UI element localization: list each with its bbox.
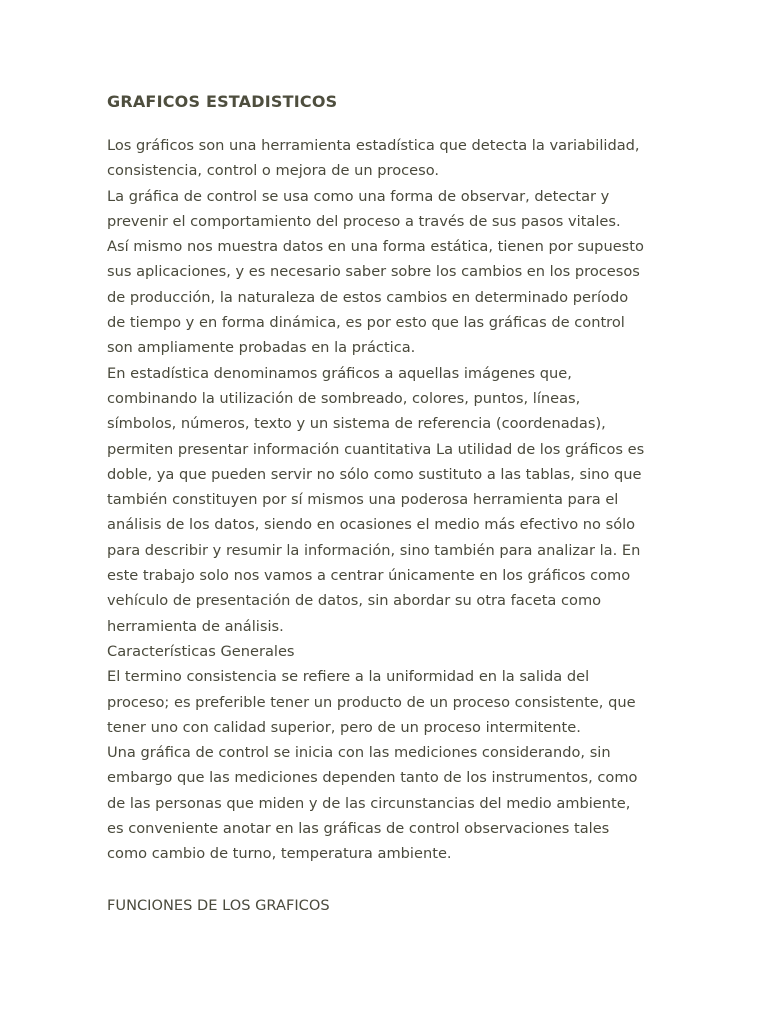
body-text-line: El termino consistencia se refiere a la uniformidad en la salida del [107, 668, 590, 686]
body-text-line: Así mismo nos muestra datos en una forma estática, tienen por supuesto [107, 238, 644, 256]
body-text-line: permiten presentar información cuantitativa La utilidad de los gráficos es [107, 440, 645, 458]
body-text-line: también constituyen por sí mismos una poderosa herramienta para el [107, 491, 619, 509]
body-text-line: consistencia, control o mejora de un proceso. [107, 162, 440, 180]
body-text-line: este trabajo solo nos vamos a centrar únicamente en los gráficos como [107, 567, 631, 585]
body-text-line: Características Generales [107, 642, 295, 660]
body-text-line: como cambio de turno, temperatura ambiente. [107, 845, 452, 863]
document-title: GRAFICOS ESTADISTICOS [107, 92, 338, 111]
body-text-line: de las personas que miden y de las circunstancias del medio ambiente, [107, 794, 631, 812]
body-text-line: prevenir el comportamiento del proceso a través de sus pasos vitales. [107, 212, 621, 230]
body-text-line: de producción, la naturaleza de estos cambios en determinado período [107, 288, 629, 306]
body-text-line: símbolos, números, texto y un sistema de referencia (coordenadas), [107, 415, 606, 433]
section-heading: FUNCIONES DE LOS GRAFICOS [107, 897, 330, 914]
body-text-line: para describir y resumir la información, sino también para analizar la. En [107, 541, 641, 559]
body-text-line: Los gráficos son una herramienta estadística que detecta la variabilidad, [107, 137, 640, 154]
body-text-line: En estadística denominamos gráficos a aquellas imágenes que, [107, 364, 572, 382]
body-text-line: combinando la utilización de sombreado, colores, puntos, líneas, [107, 389, 581, 407]
body-text-line: Una gráfica de control se inicia con las mediciones considerando, sin [107, 744, 611, 762]
body-text-line: herramienta de análisis. [107, 617, 284, 635]
body-text-line: análisis de los datos, siendo en ocasiones el medio más efectivo no sólo [107, 516, 636, 534]
body-text-line: son ampliamente probadas en la práctica. [107, 339, 416, 357]
body-text-line: es conveniente anotar en las gráficas de control observaciones tales [107, 820, 610, 838]
body-text-line: proceso; es preferible tener un producto de un proceso consistente, que [107, 693, 636, 711]
body-text-line: La gráfica de control se usa como una forma de observar, detectar y [107, 187, 610, 205]
body-text-line: vehículo de presentación de datos, sin abordar su otra faceta como [107, 592, 602, 610]
body-text-line: doble, ya que pueden servir no sólo como sustituto a las tablas, sino que [107, 465, 642, 483]
body-text-line: embargo que las mediciones dependen tanto de los instrumentos, como [107, 769, 638, 787]
body-text-line: de tiempo y en forma dinámica, es por esto que las gráficas de control [107, 314, 625, 332]
body-text-line: tener uno con calidad superior, pero de un proceso intermitente. [107, 718, 581, 736]
body-text-line: sus aplicaciones, y es necesario saber sobre los cambios en los procesos [107, 263, 640, 281]
document-body [107, 133, 687, 867]
